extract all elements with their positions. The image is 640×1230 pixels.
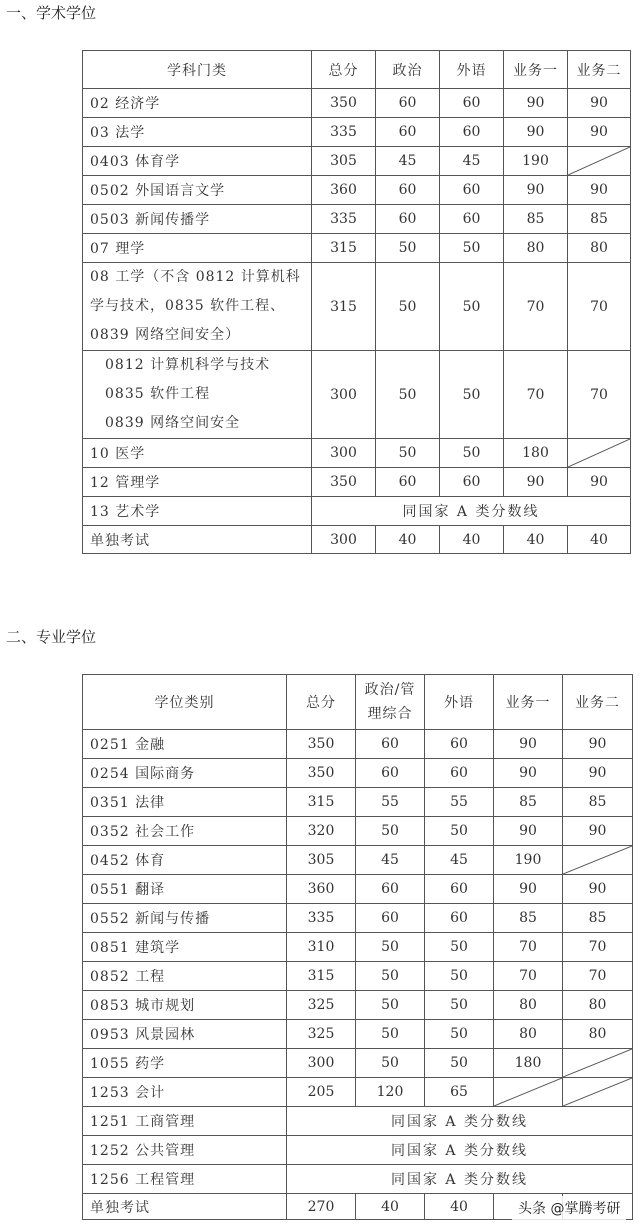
language-cell: 40 xyxy=(440,526,504,554)
total-cell: 305 xyxy=(287,846,356,875)
subject1-cell: 190 xyxy=(494,846,563,875)
total-cell: 335 xyxy=(287,904,356,933)
category-label: 0503 新闻传播学 xyxy=(90,212,211,228)
category-label: 0352 社会工作 xyxy=(90,824,196,840)
table-row xyxy=(83,846,633,875)
table-row xyxy=(83,933,633,962)
subject2-cell: 40 xyxy=(568,526,631,554)
category-label: 0351 法律 xyxy=(90,795,166,811)
column-header: 业务一 xyxy=(494,675,563,730)
category-cell xyxy=(83,1020,287,1049)
category-cell xyxy=(83,1165,287,1194)
table-row xyxy=(83,526,631,554)
subject1-cell: 90 xyxy=(504,468,568,497)
total-cell: 315 xyxy=(287,962,356,991)
column-header: 政治 xyxy=(376,51,440,89)
table-row xyxy=(83,147,631,176)
section-heading-professional: 二、专业学位 xyxy=(6,628,97,646)
table-row xyxy=(83,468,631,497)
subject1-cell: 80 xyxy=(494,991,563,1020)
category-cell xyxy=(83,759,287,788)
subject2-cell: 70 xyxy=(568,351,631,439)
total-cell: 300 xyxy=(312,351,376,439)
category-label: 1256 工程管理 xyxy=(90,1172,196,1188)
subject1-cell: 90 xyxy=(504,176,568,205)
category-label: 02 经济学 xyxy=(90,96,161,112)
politics-cell: 60 xyxy=(356,759,425,788)
table-row xyxy=(83,1107,633,1136)
subject2-cell: 90 xyxy=(563,759,633,788)
category-label: 1253 会计 xyxy=(90,1085,166,1101)
politics-cell: 50 xyxy=(356,962,425,991)
total-cell: 360 xyxy=(287,875,356,904)
table-row xyxy=(83,89,631,118)
category-cell xyxy=(83,1107,287,1136)
subject1-cell: 70 xyxy=(494,933,563,962)
category-cell xyxy=(83,1078,287,1107)
national-line-note: 同国家 A 类分数线 xyxy=(312,497,631,526)
table-row xyxy=(83,234,631,263)
category-cell xyxy=(83,468,312,497)
language-cell: 60 xyxy=(425,759,494,788)
column-header: 外语 xyxy=(440,51,504,89)
category-cell xyxy=(83,118,312,147)
category-label: 07 理学 xyxy=(90,241,146,257)
column-header: 业务二 xyxy=(563,675,633,730)
language-cell: 50 xyxy=(440,234,504,263)
politics-cell: 60 xyxy=(376,89,440,118)
subject2-cell: 90 xyxy=(568,89,631,118)
politics-cell: 60 xyxy=(356,875,425,904)
empty-cell xyxy=(563,1049,633,1078)
academic-degree-table xyxy=(82,50,631,554)
subject1-cell: 70 xyxy=(504,263,568,351)
subject1-cell: 80 xyxy=(504,234,568,263)
total-cell: 335 xyxy=(312,205,376,234)
category-cell xyxy=(83,817,287,846)
category-cell xyxy=(83,176,312,205)
politics-cell: 120 xyxy=(356,1078,425,1107)
category-cell xyxy=(83,875,287,904)
politics-cell: 50 xyxy=(356,991,425,1020)
category-label: 学与技术，0835 软件工程、 xyxy=(90,298,286,314)
politics-cell: 60 xyxy=(376,176,440,205)
subject1-cell: 190 xyxy=(504,147,568,176)
table-row xyxy=(83,1020,633,1049)
category-cell xyxy=(83,1194,287,1220)
language-cell: 60 xyxy=(440,468,504,497)
subject2-cell: 70 xyxy=(563,962,633,991)
national-line-note: 同国家 A 类分数线 xyxy=(287,1165,633,1194)
total-cell: 325 xyxy=(287,1020,356,1049)
politics-cell: 45 xyxy=(356,846,425,875)
subject2-cell: 80 xyxy=(563,991,633,1020)
category-cell xyxy=(83,1049,287,1078)
category-label: 1252 公共管理 xyxy=(90,1143,196,1159)
subject1-cell: 90 xyxy=(494,759,563,788)
total-cell: 205 xyxy=(287,1078,356,1107)
total-cell: 315 xyxy=(287,788,356,817)
category-cell xyxy=(83,904,287,933)
category-label: 0839 网络空间安全） xyxy=(90,327,241,343)
subject1-cell: 90 xyxy=(494,875,563,904)
table-row xyxy=(83,1078,633,1107)
politics-cell: 55 xyxy=(356,788,425,817)
politics-cell: 50 xyxy=(376,351,440,439)
category-label: 0552 新闻与传播 xyxy=(90,911,211,927)
politics-cell: 50 xyxy=(356,817,425,846)
category-cell xyxy=(83,1136,287,1165)
politics-cell: 45 xyxy=(376,147,440,176)
subject2-cell: 90 xyxy=(563,875,633,904)
total-cell: 300 xyxy=(312,439,376,468)
politics-cell: 50 xyxy=(356,1049,425,1078)
table-row xyxy=(83,875,633,904)
national-line-note: 同国家 A 类分数线 xyxy=(287,1136,633,1165)
subject1-cell: 85 xyxy=(494,788,563,817)
category-cell xyxy=(83,147,312,176)
language-cell: 50 xyxy=(425,1049,494,1078)
politics-cell: 60 xyxy=(376,205,440,234)
category-label: 03 法学 xyxy=(90,125,146,141)
category-label: 10 医学 xyxy=(90,446,146,462)
language-cell: 50 xyxy=(425,933,494,962)
subject1-cell: 90 xyxy=(504,89,568,118)
total-cell: 335 xyxy=(312,118,376,147)
category-cell xyxy=(83,234,312,263)
total-cell: 360 xyxy=(312,176,376,205)
language-cell: 60 xyxy=(425,904,494,933)
category-cell xyxy=(83,991,287,1020)
category-label: 0452 体育 xyxy=(90,853,166,869)
language-cell: 55 xyxy=(425,788,494,817)
category-label: 0839 网络空间安全 xyxy=(105,415,241,431)
table-row xyxy=(83,497,631,526)
total-cell: 325 xyxy=(287,991,356,1020)
total-cell: 350 xyxy=(312,468,376,497)
empty-cell xyxy=(494,1078,563,1107)
category-label: 0254 国际商务 xyxy=(90,766,196,782)
politics-cell: 50 xyxy=(376,234,440,263)
category-cell xyxy=(83,205,312,234)
empty-diagonal-line xyxy=(563,846,632,874)
subject1-cell: 90 xyxy=(494,730,563,759)
language-cell: 45 xyxy=(425,846,494,875)
category-cell xyxy=(83,846,287,875)
language-cell: 50 xyxy=(440,439,504,468)
section-heading-academic: 一、学术学位 xyxy=(6,4,97,22)
column-header: 总分 xyxy=(312,51,376,89)
table-row xyxy=(83,118,631,147)
subject1-cell: 40 xyxy=(504,526,568,554)
total-cell: 270 xyxy=(287,1194,356,1220)
table-row xyxy=(83,1165,633,1194)
subject1-cell: 70 xyxy=(494,962,563,991)
total-cell: 315 xyxy=(312,263,376,351)
table-row xyxy=(83,962,633,991)
category-cell xyxy=(83,89,312,118)
category-label: 单独考试 xyxy=(90,1199,150,1216)
category-cell xyxy=(83,439,312,468)
subject2-cell: 70 xyxy=(563,933,633,962)
total-cell: 350 xyxy=(287,759,356,788)
total-cell: 310 xyxy=(287,933,356,962)
column-header: 业务一 xyxy=(504,51,568,89)
total-cell: 350 xyxy=(312,89,376,118)
table-row xyxy=(83,991,633,1020)
language-cell: 50 xyxy=(440,263,504,351)
category-label: 0851 建筑学 xyxy=(90,940,181,956)
subject1-cell: 85 xyxy=(504,205,568,234)
table-row xyxy=(83,439,631,468)
language-cell: 60 xyxy=(440,89,504,118)
category-cell xyxy=(83,962,287,991)
column-header: 总分 xyxy=(287,675,356,730)
category-label: 0251 金融 xyxy=(90,737,166,753)
empty-diagonal-line xyxy=(563,1078,632,1106)
subject1-cell: 70 xyxy=(504,351,568,439)
total-cell: 300 xyxy=(287,1049,356,1078)
table-row xyxy=(83,1136,633,1165)
politics-cell: 50 xyxy=(356,933,425,962)
category-label: 13 艺术学 xyxy=(90,504,161,520)
table-row xyxy=(83,263,631,351)
language-cell: 65 xyxy=(425,1078,494,1107)
language-cell: 60 xyxy=(425,730,494,759)
subject2-cell: 85 xyxy=(563,788,633,817)
category-cell xyxy=(83,730,287,759)
total-cell: 300 xyxy=(312,526,376,554)
empty-diagonal-line xyxy=(563,1049,632,1077)
language-cell: 60 xyxy=(425,875,494,904)
politics-cell: 50 xyxy=(356,1020,425,1049)
subject2-cell: 80 xyxy=(568,234,631,263)
empty-diagonal-line xyxy=(568,147,630,175)
language-cell: 50 xyxy=(425,817,494,846)
politics-cell: 60 xyxy=(376,118,440,147)
politics-cell: 50 xyxy=(376,439,440,468)
category-label: 0551 翻译 xyxy=(90,882,166,898)
subject2-cell: 85 xyxy=(568,205,631,234)
table-row xyxy=(83,817,633,846)
category-cell xyxy=(83,933,287,962)
politics-cell: 40 xyxy=(376,526,440,554)
language-cell: 60 xyxy=(440,176,504,205)
subject1-cell: 90 xyxy=(504,118,568,147)
category-label: 1251 工商管理 xyxy=(90,1114,196,1130)
national-line-note: 同国家 A 类分数线 xyxy=(287,1107,633,1136)
language-cell: 45 xyxy=(440,147,504,176)
subject2-cell: 70 xyxy=(568,263,631,351)
category-label: 0502 外国语言文学 xyxy=(90,183,226,199)
category-label: 单独考试 xyxy=(90,532,150,549)
politics-cell: 40 xyxy=(356,1194,425,1220)
total-cell: 305 xyxy=(312,147,376,176)
total-cell: 315 xyxy=(312,234,376,263)
language-cell: 50 xyxy=(440,351,504,439)
empty-cell xyxy=(563,846,633,875)
empty-cell xyxy=(563,1078,633,1107)
language-cell: 50 xyxy=(425,991,494,1020)
category-label: 0835 软件工程 xyxy=(105,386,211,402)
category-label: 0953 风景园林 xyxy=(90,1027,196,1043)
category-label: 0403 体育学 xyxy=(90,154,181,170)
table-row xyxy=(83,904,633,933)
subject2-cell: 85 xyxy=(563,904,633,933)
subject1-cell: 180 xyxy=(494,1049,563,1078)
language-cell: 60 xyxy=(440,118,504,147)
politics-cell: 60 xyxy=(356,904,425,933)
column-header: 政治/管理综合 xyxy=(356,675,425,730)
table-row xyxy=(83,788,633,817)
politics-cell: 60 xyxy=(376,468,440,497)
category-cell xyxy=(83,263,312,351)
category-label: 12 管理学 xyxy=(90,475,161,491)
subject2-cell: 90 xyxy=(568,468,631,497)
empty-diagonal-line xyxy=(568,439,630,467)
language-cell: 40 xyxy=(425,1194,494,1220)
category-cell xyxy=(83,788,287,817)
column-header: 学位类别 xyxy=(83,675,287,730)
subject2-cell: 90 xyxy=(568,118,631,147)
professional-degree-table xyxy=(82,674,633,1220)
column-header: 学科门类 xyxy=(83,51,312,89)
table-row xyxy=(83,176,631,205)
empty-cell xyxy=(568,439,631,468)
subject1-cell: 85 xyxy=(494,904,563,933)
table-row xyxy=(83,351,631,439)
subject1-cell: 180 xyxy=(504,439,568,468)
politics-cell: 50 xyxy=(376,263,440,351)
empty-diagonal-line xyxy=(494,1078,562,1106)
language-cell: 50 xyxy=(425,1020,494,1049)
category-cell xyxy=(83,497,312,526)
subject2-cell: 90 xyxy=(563,817,633,846)
table-row xyxy=(83,730,633,759)
politics-cell: 60 xyxy=(356,730,425,759)
table-row xyxy=(83,205,631,234)
column-header: 业务二 xyxy=(568,51,631,89)
language-cell: 60 xyxy=(440,205,504,234)
subject2-cell: 90 xyxy=(568,176,631,205)
empty-cell xyxy=(568,147,631,176)
subject1-cell: 80 xyxy=(494,1020,563,1049)
column-header: 外语 xyxy=(425,675,494,730)
total-cell: 350 xyxy=(287,730,356,759)
subject1-cell: 90 xyxy=(494,817,563,846)
category-label: 0853 城市规划 xyxy=(90,998,196,1014)
category-label: 0852 工程 xyxy=(90,969,166,985)
category-label: 1055 药学 xyxy=(90,1056,166,1072)
table-row xyxy=(83,1049,633,1078)
table-row xyxy=(83,759,633,788)
category-cell xyxy=(83,351,312,439)
watermark: 头条 @掌腾考研 xyxy=(512,1196,626,1220)
category-label: 08 工学（不含 0812 计算机科 xyxy=(90,269,301,285)
total-cell: 320 xyxy=(287,817,356,846)
subject2-cell: 80 xyxy=(563,1020,633,1049)
category-label: 0812 计算机科学与技术 xyxy=(105,357,271,373)
language-cell: 50 xyxy=(425,962,494,991)
subject2-cell: 90 xyxy=(563,730,633,759)
category-cell xyxy=(83,526,312,554)
